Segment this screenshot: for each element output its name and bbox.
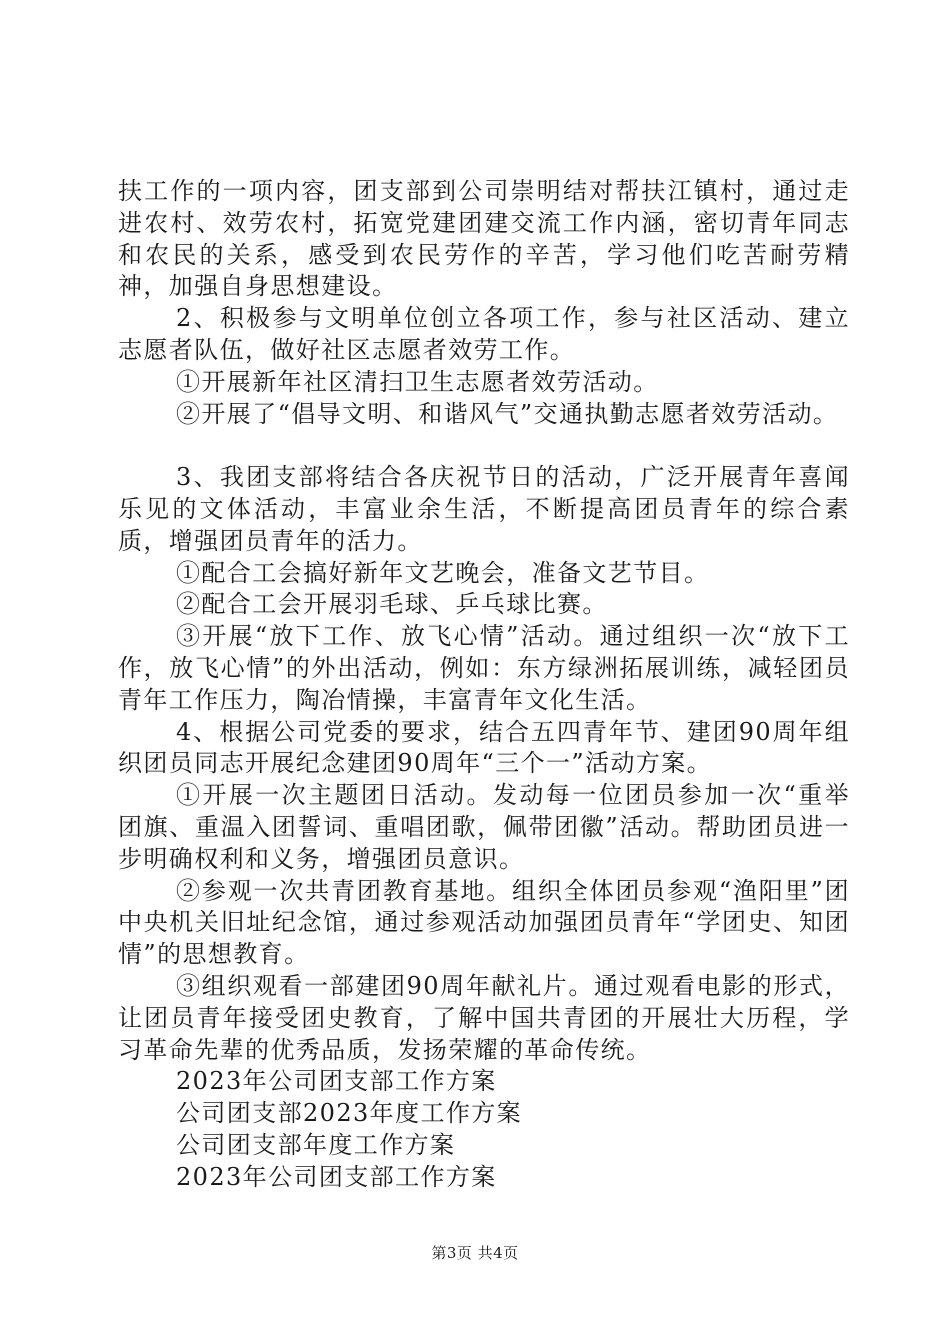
paragraph: ③开展“放下工作、放飞心情”活动。通过组织一次“放下工作，放飞心情”的外出活动，例如：东方绿洲拓展训练，减轻团员青年工作压力，陶冶情操，丰富青年文化生活。	[118, 622, 850, 714]
paragraph: 3、我团支部将结合各庆祝节日的活动，广泛开展青年喜闻乐见的文体活动，丰富业余生活，不断提高团员青年的综合素质，增强团员青年的活力。	[118, 463, 850, 555]
paragraph: ②参观一次共青团教育基地。组织全体团员参观“渔阳里”团中央机关旧址纪念馆，通过参观活动加强团员青年“学团史、知团情”的思想教育。	[118, 876, 850, 969]
paragraph: 公司团支部2023年度工作方案	[176, 1099, 523, 1128]
blank-line	[118, 430, 850, 462]
paragraph: ①开展一次主题团日活动。发动每一位团员参加一次“重举团旗、重温入团誓词、重唱团歌，佩带团徽”活动。帮助团员进一步明确权利和义务，增强团员意识。	[118, 781, 850, 873]
paragraph: ①开展新年社区清扫卫生志愿者效劳活动。	[176, 367, 659, 396]
document-body	[118, 176, 850, 1194]
paragraph: ③组织观看一部建团90周年献礼片。通过观看电影的形式，让团员青年接受团史教育，了解中国共青团的开展壮大历程，学习革命先辈的优秀品质，发扬荣耀的革命传统。	[118, 971, 850, 1064]
paragraph: 2023年公司团支部工作方案	[176, 1162, 497, 1191]
paragraph: ②开展了“倡导文明、和谐风气”交通执勤志愿者效劳活动。	[176, 399, 839, 428]
paragraph: 2023年公司团支部工作方案	[176, 1067, 497, 1096]
paragraph: ①配合工会搞好新年文艺晚会，准备文艺节目。	[176, 558, 710, 587]
page-number-footer: 第3页 共4页	[431, 1244, 519, 1262]
paragraph: 4、根据公司党委的要求，结合五四青年节、建团90周年组织团员同志开展纪念建团90周年“三个一”活动方案。	[118, 717, 850, 778]
paragraph: ②配合工会开展羽毛球、乒乓球比赛。	[176, 590, 608, 619]
paragraph: 扶工作的一项内容，团支部到公司崇明结对帮扶江镇村，通过走进农村、效劳农村，拓宽党建团建交流工作内涵，密切青年同志和农民的关系，感受到农民劳作的辛苦，学习他们吃苦耐劳精神，加强自身思想建设。	[118, 177, 850, 301]
paragraph: 公司团支部年度工作方案	[176, 1130, 456, 1159]
paragraph: 2、积极参与文明单位创立各项工作，参与社区活动、建立志愿者队伍，做好社区志愿者效劳工作。	[118, 304, 850, 364]
